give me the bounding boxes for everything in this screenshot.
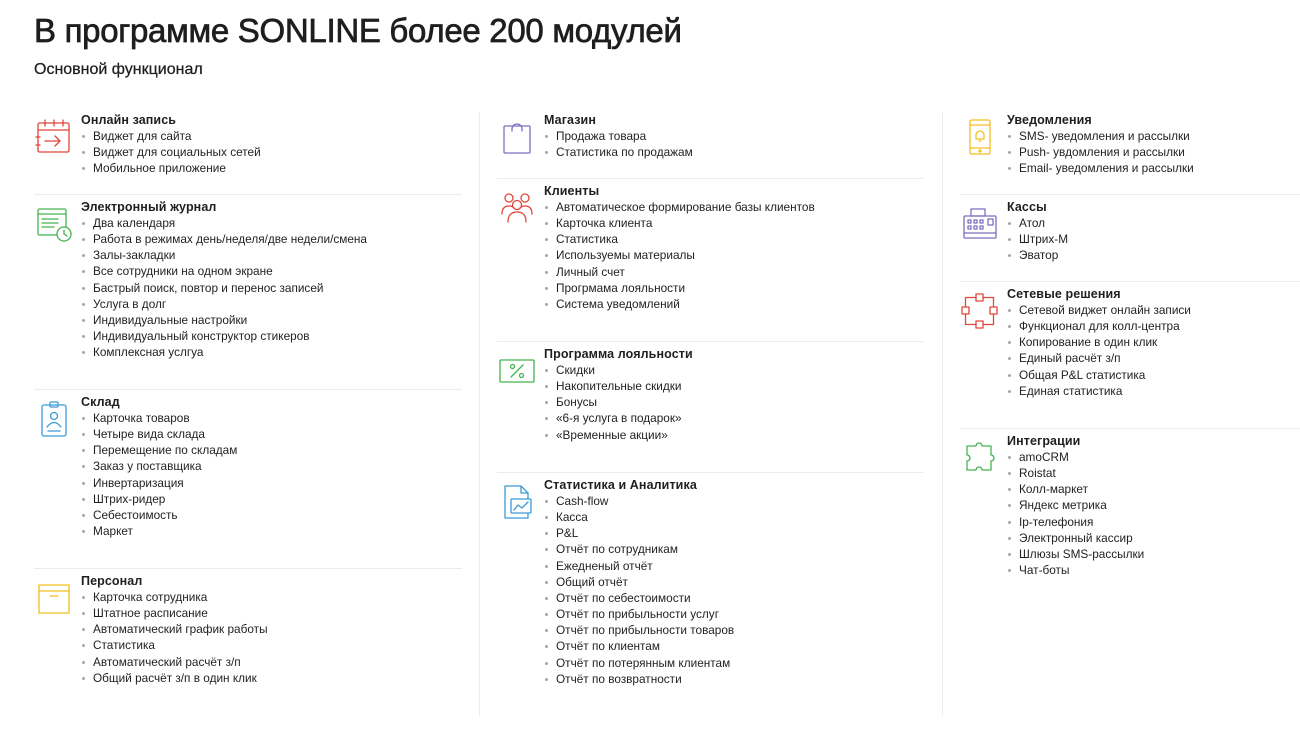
list-item: Чат-боты [1007,562,1300,578]
list-item: Карточка сотрудника [81,589,462,605]
list-item: Атол [1007,215,1300,231]
feature-list [1007,302,1300,399]
list-item: «6-я услуга в подарок» [544,410,924,426]
list-item: Комплексная услгуа [81,344,462,360]
analytics-icon [497,482,537,522]
list-item: Бонусы [544,394,924,410]
list-item: Ip-телефония [1007,514,1300,530]
feature-list [81,589,462,686]
list-item: Отчёт по сотрудникам [544,541,924,557]
list-item: Электронный кассир [1007,530,1300,546]
list-item: Шлюзы SMS-рассылки [1007,546,1300,562]
feature-list [544,493,924,687]
page-subtitle: Основной функционал [34,61,203,78]
feature-list [81,410,462,539]
list-item: Отчёт по клиентам [544,638,924,654]
section-network [960,281,1300,428]
list-item: amoCRM [1007,449,1300,465]
percent-icon [497,351,537,391]
section-cash-registers [960,194,1300,281]
section-clients [497,178,924,341]
list-item: Статистика по продажам [544,144,924,160]
section-title: Клиенты [544,184,600,198]
list-item: Личный счет [544,264,924,280]
phone-notification-icon [960,117,1000,157]
section-title: Магазин [544,113,596,127]
list-item: Скидки [544,362,924,378]
section-title: Персонал [81,574,143,588]
list-item: Четыре вида склада [81,426,462,442]
list-item: Все сотрудники на одном экране [81,263,462,279]
section-warehouse [34,389,462,568]
list-item: Индивидуальные настройки [81,312,462,328]
list-item: Виджет для сайта [81,128,462,144]
list-item: Себестоимость [81,507,462,523]
list-item: Продажа товара [544,128,924,144]
section-title: Онлайн запись [81,113,177,127]
list-item: Общий расчёт з/п в один клик [81,670,462,686]
section-online-booking [34,108,462,194]
list-item: Залы-закладки [81,247,462,263]
section-title: Склад [81,395,120,409]
people-icon [497,188,537,228]
list-item: Функционал для колл-центра [1007,318,1300,334]
feature-list [1007,449,1300,578]
list-item: Копирование в один клик [1007,334,1300,350]
puzzle-icon [960,438,1000,478]
list-item: Отчёт по прибыльности товаров [544,622,924,638]
list-item: Накопительные скидки [544,378,924,394]
list-item: Отчёт по возвратности [544,671,924,687]
list-item: Отчёт по себестоимости [544,590,924,606]
list-item: Штрих-М [1007,231,1300,247]
list-item: Услуга в долг [81,296,462,312]
list-item: Колл-маркет [1007,481,1300,497]
list-item: Автоматическое формирование базы клиентов [544,199,924,215]
section-title: Электронный журнал [81,200,217,214]
list-item: P&L [544,525,924,541]
column-1 [34,108,462,699]
list-item: Статистика [81,637,462,653]
section-integrations [960,428,1300,589]
list-item: Автоматический расчёт з/п [81,654,462,670]
list-item: Статистика [544,231,924,247]
list-item: Перемещение по складам [81,442,462,458]
section-shop [497,108,924,178]
cash-register-icon [960,204,1000,244]
section-title: Уведомления [1007,113,1092,127]
list-item: Единый расчёт з/п [1007,350,1300,366]
section-title: Интеграции [1007,434,1081,448]
list-item: Cash-flow [544,493,924,509]
list-item: Индивидуальный конструктор стикеров [81,328,462,344]
section-e-journal [34,194,462,389]
column-divider [942,112,943,716]
list-item: Работа в режимах день/неделя/две недели/смена [81,231,462,247]
column-2 [497,108,924,685]
badge-icon [34,399,74,439]
list-item: Отчёт по потерянным клиентам [544,655,924,671]
list-item: Roistat [1007,465,1300,481]
list-item: Общая P&L статистика [1007,367,1300,383]
section-analytics [497,472,924,685]
list-item: Система уведомлений [544,296,924,312]
list-item: Яндекс метрика [1007,497,1300,513]
list-item: Мобильное приложение [81,160,462,176]
feature-list [544,199,924,312]
section-title: Статистика и Аналитика [544,478,697,492]
list-item: Используемы материалы [544,247,924,263]
box-icon [34,578,74,618]
page-title: В программе SONLINE более 200 модулей [34,12,682,49]
list-item: Заказ у поставщика [81,458,462,474]
feature-list [1007,128,1300,176]
list-item: Ежедненый отчёт [544,558,924,574]
list-item: Два календаря [81,215,462,231]
list-item: Email- уведомления и рассылки [1007,160,1300,176]
list-item: Общий отчёт [544,574,924,590]
shopping-bag-icon [497,117,537,157]
feature-list [544,362,924,443]
list-item: Штрих-ридер [81,491,462,507]
column-3 [960,108,1300,589]
list-item: Отчёт по прибыльности услуг [544,606,924,622]
list-item: Инвертаризация [81,475,462,491]
list-item: Карточка клиента [544,215,924,231]
list-item: Прогрмама лояльности [544,280,924,296]
section-staff [34,568,462,699]
feature-list [544,128,924,160]
section-loyalty [497,341,924,472]
list-item: Автоматический график работы [81,621,462,637]
list-item: Карточка товаров [81,410,462,426]
section-title: Кассы [1007,200,1047,214]
feature-list [81,128,462,176]
list-item: Бастрый поиск, повтор и перенос записей [81,280,462,296]
network-icon [960,291,1000,331]
list-item: Маркет [81,523,462,539]
calendar-icon [34,117,74,157]
feature-list [1007,215,1300,263]
list-item: Касса [544,509,924,525]
list-item: Штатное расписание [81,605,462,621]
section-title: Сетевые решения [1007,287,1121,301]
section-title: Программа лояльности [544,347,693,361]
list-item: Единая статистика [1007,383,1300,399]
list-item: Виджет для социальных сетей [81,144,462,160]
section-notifications [960,108,1300,194]
list-item: Сетевой виджет онлайн записи [1007,302,1300,318]
list-item: Push- увдомления и рассылки [1007,144,1300,160]
journal-icon [34,204,74,244]
list-item: SMS- уведомления и рассылки [1007,128,1300,144]
feature-list [81,215,462,360]
list-item: «Временные акции» [544,427,924,443]
list-item: Эватор [1007,247,1300,263]
column-divider [479,112,480,716]
